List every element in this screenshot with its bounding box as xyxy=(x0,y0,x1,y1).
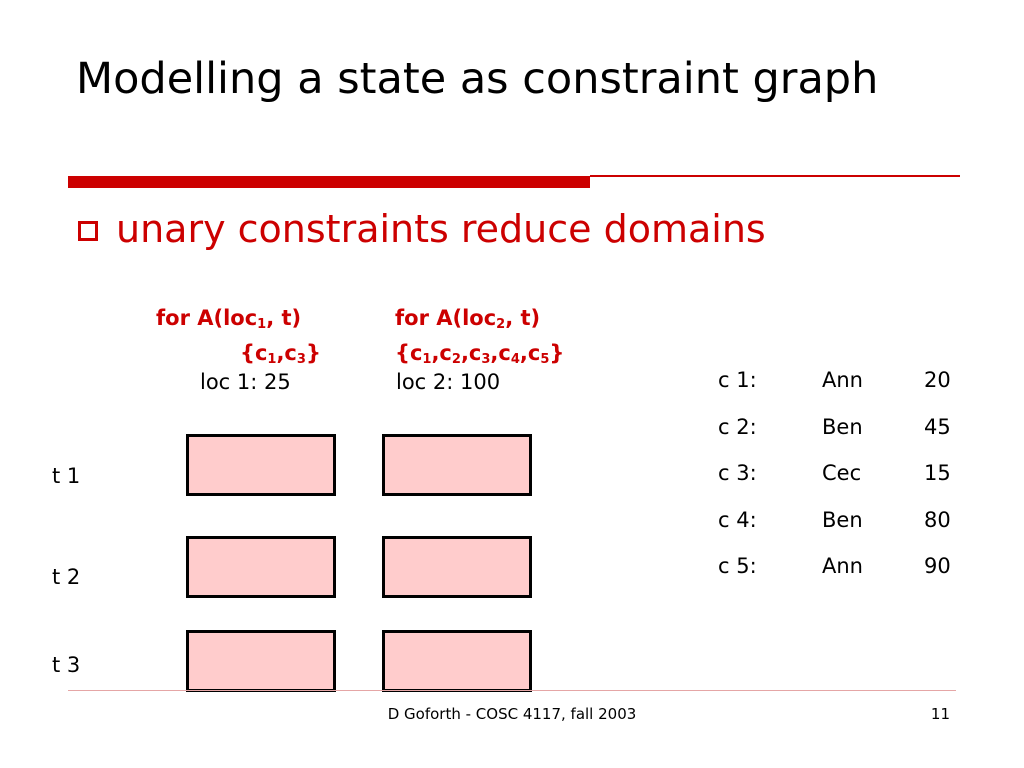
title-divider-thick xyxy=(68,176,590,188)
customer-value: 80 xyxy=(924,507,951,532)
footer-text: D Goforth - COSC 4117, fall 2003 xyxy=(387,705,637,723)
variable-cell-loc1-t2 xyxy=(186,536,336,598)
customer-name: Ann xyxy=(822,368,863,392)
customer-name: Ben xyxy=(822,507,863,532)
customer-id: c 4: xyxy=(718,507,757,532)
variable-cell-loc1-t3 xyxy=(186,630,336,692)
time-label-t3: t 3 xyxy=(52,653,81,677)
customer-value: 20 xyxy=(924,368,951,392)
domain-loc2-heading: for A(loc$_2$, t) xyxy=(395,306,541,332)
customer-id: c 3: xyxy=(718,461,757,485)
customer-value: 45 xyxy=(924,414,951,439)
page-number: 11 xyxy=(930,705,950,723)
customer-id: c 1: xyxy=(718,368,757,392)
customer-name: Ben xyxy=(822,414,863,439)
customer-id: c 5: xyxy=(718,554,757,578)
customer-name: Cec xyxy=(822,461,862,485)
variable-cell-loc1-t1 xyxy=(186,434,336,496)
variable-cell-loc2-t1 xyxy=(382,434,532,496)
domain-loc1 xyxy=(156,304,321,374)
customer-value: 90 xyxy=(924,554,951,578)
loc2-label: loc 2: 100 xyxy=(396,370,501,394)
domain-loc1-values: $\{c_1,c_3\}$ xyxy=(240,341,321,367)
slide-title: Modelling a state as constraint graph xyxy=(76,54,879,104)
variable-cell-loc2-t3 xyxy=(382,630,532,692)
domain-loc2-values: $\{c_1,c_2,c_3,c_4,c_5\}$ xyxy=(395,341,565,367)
domain-loc2 xyxy=(395,304,564,374)
footer-divider xyxy=(68,690,956,691)
time-label-t1: t 1 xyxy=(52,464,81,488)
variable-cell-loc2-t2 xyxy=(382,536,532,598)
customer-id: c 2: xyxy=(718,414,757,439)
bullet-text: unary constraints reduce domains xyxy=(116,207,766,251)
customer-value: 15 xyxy=(924,461,951,485)
bullet-point xyxy=(78,204,766,254)
customer-name: Ann xyxy=(822,554,863,578)
domain-loc1-heading: for A(loc$_1$, t) xyxy=(156,306,302,332)
time-label-t2: t 2 xyxy=(52,565,81,589)
square-bullet-icon xyxy=(78,221,98,241)
title-divider-thin xyxy=(590,175,960,177)
loc1-label: loc 1: 25 xyxy=(200,370,291,394)
